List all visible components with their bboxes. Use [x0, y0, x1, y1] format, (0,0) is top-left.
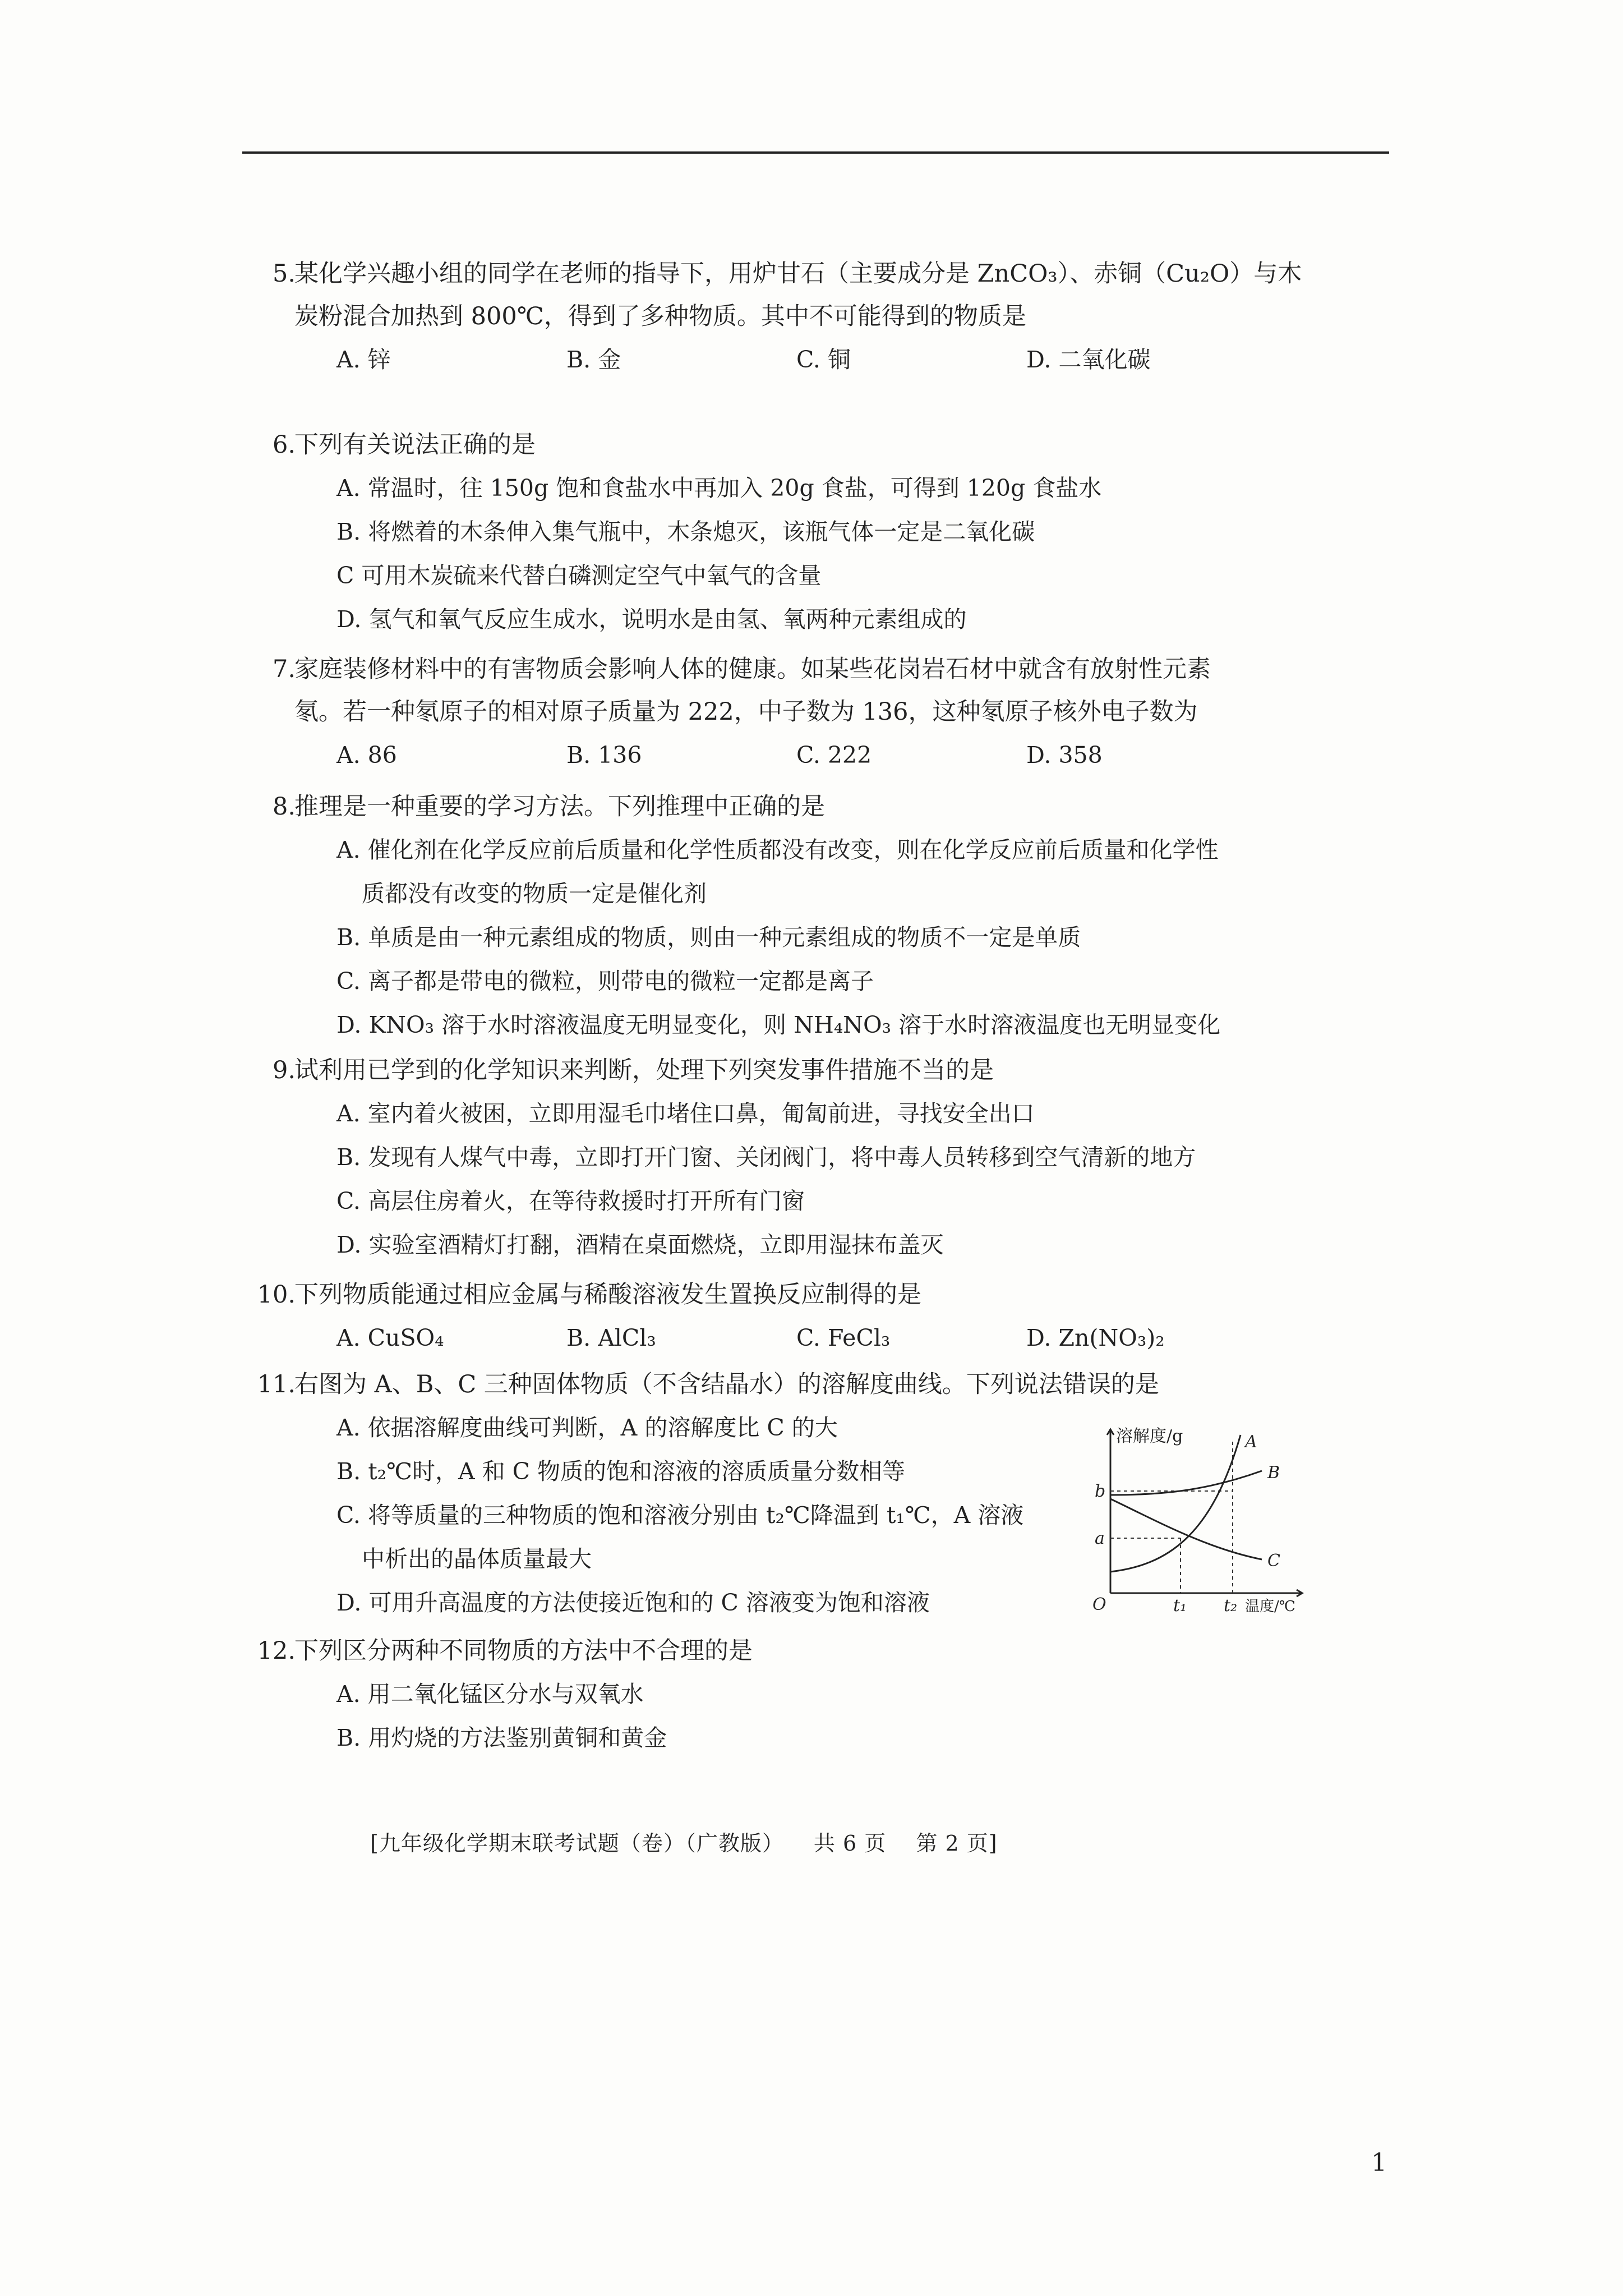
solubility-curve-chart — [1077, 1425, 1312, 1616]
question-number: 6. — [272, 431, 296, 459]
option-b: B. 用灼烧的方法鉴别黄铜和黄金 — [336, 1724, 667, 1751]
option-b: B. AlCl₃ — [566, 1324, 656, 1351]
footer-total-pages: 共 6 页 — [813, 1831, 887, 1856]
option-c: C. 高层住房着火，在等待救援时打开所有门窗 — [336, 1188, 805, 1214]
question-stem-line: 下列物质能通过相应金属与稀酸溶液发生置换反应制得的是 — [294, 1281, 921, 1309]
option-b: B. 单质是由一种元素组成的物质，则由一种元素组成的物质不一定是单质 — [336, 924, 1081, 951]
curve-c-label: C — [1267, 1551, 1280, 1571]
question-6 — [272, 424, 1360, 641]
question-9 — [272, 1049, 1360, 1267]
option-c: C. FeCl₃ — [796, 1324, 891, 1351]
option-b: B. t₂℃时，A 和 C 物质的饱和溶液的溶质质量分数相等 — [336, 1458, 906, 1485]
question-number: 12. — [257, 1637, 296, 1665]
option-d: D. 实验室酒精灯打翻，酒精在桌面燃烧，立即用湿抹布盖灭 — [336, 1231, 944, 1258]
footer-page: 第 2 页] — [916, 1831, 998, 1856]
y-axis-label: 溶解度/g — [1116, 1427, 1183, 1446]
question-stem-line: 下列区分两种不同物质的方法中不合理的是 — [294, 1637, 753, 1665]
option-d: D. 氢气和氧气反应生成水，说明水是由氢、氧两种元素组成的 — [336, 606, 967, 633]
option-b: B. 将燃着的木条伸入集气瓶中，木条熄灭，该瓶气体一定是二氧化碳 — [336, 518, 1035, 545]
question-stem-line: 下列有关说法正确的是 — [294, 431, 536, 459]
curve-a — [1110, 1435, 1241, 1572]
option-c: C. 222 — [796, 742, 872, 769]
x-tick-t2: t₂ — [1224, 1596, 1238, 1616]
question-stem-line: 家庭装修材料中的有害物质会影响人体的健康。如某些花岗岩石材中就含有放射性元素 — [294, 655, 1211, 683]
option-a: A. 常温时，往 150g 饱和食盐水中再加入 20g 食盐，可得到 120g 食盐水 — [336, 475, 1102, 501]
header-rule — [242, 151, 1389, 154]
option-c-continued: 中析出的晶体质量最大 — [362, 1545, 592, 1572]
option-d: D. Zn(NO₃)₂ — [1026, 1324, 1165, 1351]
option-c: C 可用木炭硫来代替白磷测定空气中氧气的含量 — [336, 562, 822, 589]
option-d: D. 可用升高温度的方法使接近饱和的 C 溶液变为饱和溶液 — [336, 1589, 930, 1616]
option-a: A. 86 — [336, 742, 397, 769]
question-number: 8. — [272, 793, 296, 821]
option-c: C. 铜 — [796, 346, 851, 373]
question-stem-line: 氡。若一种氡原子的相对原子质量为 222，中子数为 136，这种氡原子核外电子数为 — [294, 698, 1198, 726]
origin-label: O — [1092, 1595, 1106, 1614]
option-d: D. 358 — [1026, 742, 1103, 769]
curve-b-label: B — [1267, 1463, 1280, 1483]
option-row — [294, 1316, 1360, 1360]
question-number: 11. — [257, 1370, 296, 1398]
x-tick-t1: t₁ — [1173, 1596, 1187, 1616]
question-7 — [272, 648, 1360, 777]
option-row — [294, 338, 1360, 381]
page-footer — [370, 1826, 1020, 1857]
question-stem-line: 试利用已学到的化学知识来判断，处理下列突发事件措施不当的是 — [294, 1056, 994, 1084]
option-a: A. CuSO₄ — [336, 1324, 444, 1351]
option-c: C. 将等质量的三种物质的饱和溶液分别由 t₂℃降温到 t₁℃，A 溶液 — [336, 1502, 1024, 1529]
question-number: 9. — [272, 1056, 296, 1084]
option-b: B. 发现有人煤气中毒，立即打开门窗、关闭阀门，将中毒人员转移到空气清新的地方 — [336, 1144, 1196, 1171]
option-a: A. 室内着火被困，立即用湿毛巾堵住口鼻，匍匐前进，寻找安全出口 — [336, 1100, 1035, 1127]
question-number: 10. — [257, 1281, 296, 1309]
option-c: C. 离子都是带电的微粒，则带电的微粒一定都是离子 — [336, 968, 874, 995]
page-number: 1 — [1371, 2148, 1387, 2177]
curve-a-label: A — [1245, 1432, 1257, 1452]
question-10 — [257, 1273, 1360, 1360]
option-a: A. 催化剂在化学反应前后质量和化学性质都没有改变，则在化学反应前后质量和化学性 — [336, 836, 1219, 863]
option-b: B. 金 — [566, 346, 621, 373]
question-stem-line: 推理是一种重要的学习方法。下列推理中正确的是 — [294, 793, 825, 821]
question-number: 5. — [272, 260, 296, 288]
question-number: 7. — [272, 655, 296, 683]
option-a: A. 用二氧化锰区分水与双氧水 — [336, 1681, 644, 1708]
question-12 — [257, 1630, 1360, 1760]
x-axis-label: 温度/℃ — [1245, 1598, 1295, 1615]
option-d: D. KNO₃ 溶于水时溶液温度无明显变化，则 NH₄NO₃ 溶于水时溶液温度也无明显变化 — [336, 1011, 1221, 1038]
option-b: B. 136 — [566, 742, 642, 769]
footer-title: [九年级化学期末联考试题（卷）（广教版） — [370, 1831, 784, 1856]
option-d: D. 二氧化碳 — [1026, 346, 1151, 373]
option-a-continued: 质都没有改变的物质一定是催化剂 — [362, 880, 707, 907]
question-8 — [272, 785, 1360, 1047]
question-5 — [272, 252, 1360, 381]
question-stem-line: 某化学兴趣小组的同学在老师的指导下，用炉甘石（主要成分是 ZnCO₃）、赤铜（Cu₂O）与木 — [294, 260, 1302, 288]
option-row — [294, 733, 1360, 777]
y-tick-b: b — [1095, 1481, 1106, 1501]
question-stem-line: 炭粉混合加热到 800℃，得到了多种物质。其中不可能得到的物质是 — [294, 302, 1026, 330]
question-stem-line: 右图为 A、B、C 三种固体物质（不含结晶水）的溶解度曲线。下列说法错误的是 — [294, 1370, 1159, 1398]
y-tick-a: a — [1095, 1529, 1105, 1548]
curve-c — [1110, 1499, 1262, 1559]
option-a: A. 锌 — [336, 346, 391, 373]
option-a: A. 依据溶解度曲线可判断，A 的溶解度比 C 的大 — [336, 1414, 838, 1441]
